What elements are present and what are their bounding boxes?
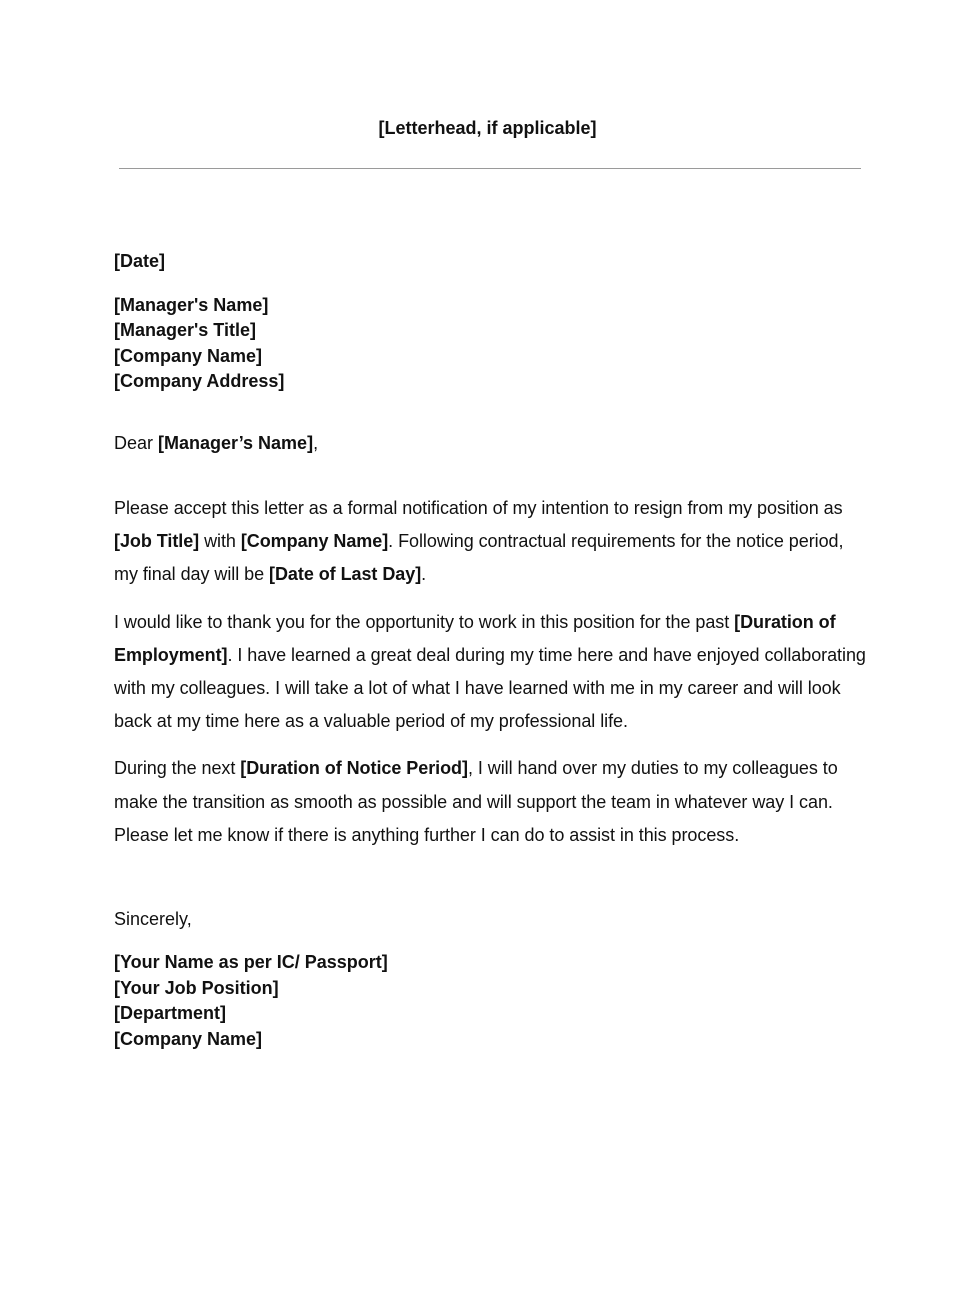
salutation-suffix: , <box>313 432 319 453</box>
salutation <box>114 431 866 456</box>
recipient-name: [Manager's Name] <box>114 294 269 315</box>
p2-text-1: I would like to thank you for the opportunity to work in this position for the past <box>114 611 735 632</box>
p1-job-title: [Job Title] <box>114 531 200 552</box>
header-divider <box>119 168 861 169</box>
p2-duration: [Duration of Employment] <box>114 611 836 665</box>
p2-text-2: . I have learned a great deal during my time here and have enjoyed collaborating with my colleagues. I will take a lot of what I have learned with me in my career and will look back at my time here as a valuable period of my professional life. <box>114 644 866 732</box>
salutation-name: [Manager’s Name] <box>158 432 314 453</box>
signature-company: [Company Name] <box>114 1028 263 1049</box>
date: [Date] <box>114 251 166 271</box>
recipient-title: [Manager's Title] <box>114 320 256 341</box>
date-block <box>114 249 866 275</box>
p1-last-day: [Date of Last Day] <box>269 564 422 585</box>
letter-body <box>114 249 866 1052</box>
signature-position: [Your Job Position] <box>114 977 279 998</box>
p1-text-3: . Following contractual requirements for the notice period, my final day will be <box>114 531 844 585</box>
p3-notice: [Duration of Notice Period] <box>240 758 468 779</box>
signature-block <box>114 950 866 1052</box>
paragraph-handover <box>114 752 866 852</box>
signature-name: [Your Name as per IC/ Passport] <box>114 952 388 972</box>
letterhead: [Letterhead, if applicable] <box>378 118 597 138</box>
p1-text-4: . <box>421 564 427 585</box>
p3-text-1: During the next <box>114 758 241 779</box>
salutation-prefix: Dear <box>114 432 159 453</box>
signature-department: [Department] <box>114 1003 227 1024</box>
paragraph-thanks <box>114 606 866 739</box>
recipient-block <box>114 293 866 395</box>
closing: Sincerely, <box>114 909 192 929</box>
p1-text-1: Please accept this letter as a formal notification of my intention to resign from my position as <box>114 497 843 518</box>
p3-text-2: , I will hand over my duties to my colleagues to make the transition as smooth as possible and will support the team in whatever way I can. Please let me know if there is anything further I can do to assist in this process. <box>114 758 838 845</box>
recipient-address: [Company Address] <box>114 371 285 392</box>
paragraph-resignation <box>114 492 866 592</box>
p1-text-2: with <box>199 531 241 552</box>
recipient-company: [Company Name] <box>114 345 263 366</box>
p1-company: [Company Name] <box>240 531 389 552</box>
